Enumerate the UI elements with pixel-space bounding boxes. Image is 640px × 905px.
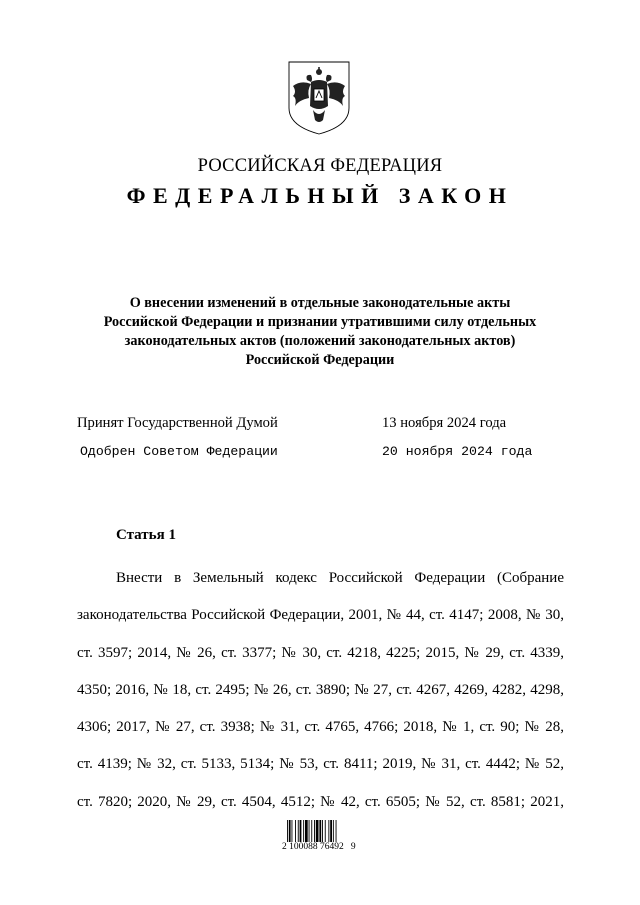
article-text-line: Внести в Земельный кодекс Российской Федерации (Собрание	[116, 570, 564, 586]
article-text-line: 4350; 2016, № 18, ст. 2495; № 26, ст. 3890; № 27, ст. 4267, 4269, 4282, 4298,	[77, 681, 564, 698]
council-approval-date: 20 ноября 2024 года	[382, 444, 533, 459]
law-title-line: законодательных актов (положений законодательных актов)	[124, 333, 516, 349]
article-heading: Статья 1	[116, 527, 176, 543]
article-text-line: ст. 7820; 2020, № 29, ст. 4504, 4512; № 42, ст. 6505; № 52, ст. 8581; 2021,	[77, 793, 564, 810]
article-text-line: законодательства Российской Федерации, 2001, № 44, ст. 4147; 2008, № 30,	[77, 607, 564, 624]
article-text-line: 4306; 2017, № 27, ст. 3938; № 31, ст. 4765, 4766; 2018, № 1, ст. 90; № 28,	[77, 719, 564, 736]
law-title-line: О внесении изменений в отдельные законодательные акты	[129, 295, 511, 311]
barcode-icon	[287, 820, 353, 842]
barcode-number: 2 100088 76492 9	[282, 842, 356, 852]
law-title-line: Российской Федерации	[245, 352, 395, 368]
duma-adoption-label: Принят Государственной Думой	[77, 415, 278, 431]
article-text-line: ст. 4139; № 32, ст. 5133, 5134; № 53, ст. 8411; 2019, № 31, ст. 4442; № 52,	[77, 756, 564, 773]
council-approval-label: Одобрен Советом Федерации	[80, 444, 278, 459]
document-type: ФЕДЕРАЛЬНЫЙ ЗАКОН	[126, 183, 514, 208]
duma-adoption-date: 13 ноября 2024 года	[382, 415, 507, 431]
law-title	[80, 294, 560, 370]
article-body	[77, 560, 564, 821]
country-name: РОССИЙСКАЯ ФЕДЕРАЦИЯ	[197, 156, 443, 176]
law-title-line: Российской Федерации и признании утратившими силу отдельных	[103, 314, 537, 330]
coat-of-arms-icon	[287, 60, 351, 136]
article-text-line: ст. 3597; 2014, № 26, ст. 3377; № 30, ст. 4218, 4225; 2015, № 29, ст. 4339,	[77, 644, 564, 661]
